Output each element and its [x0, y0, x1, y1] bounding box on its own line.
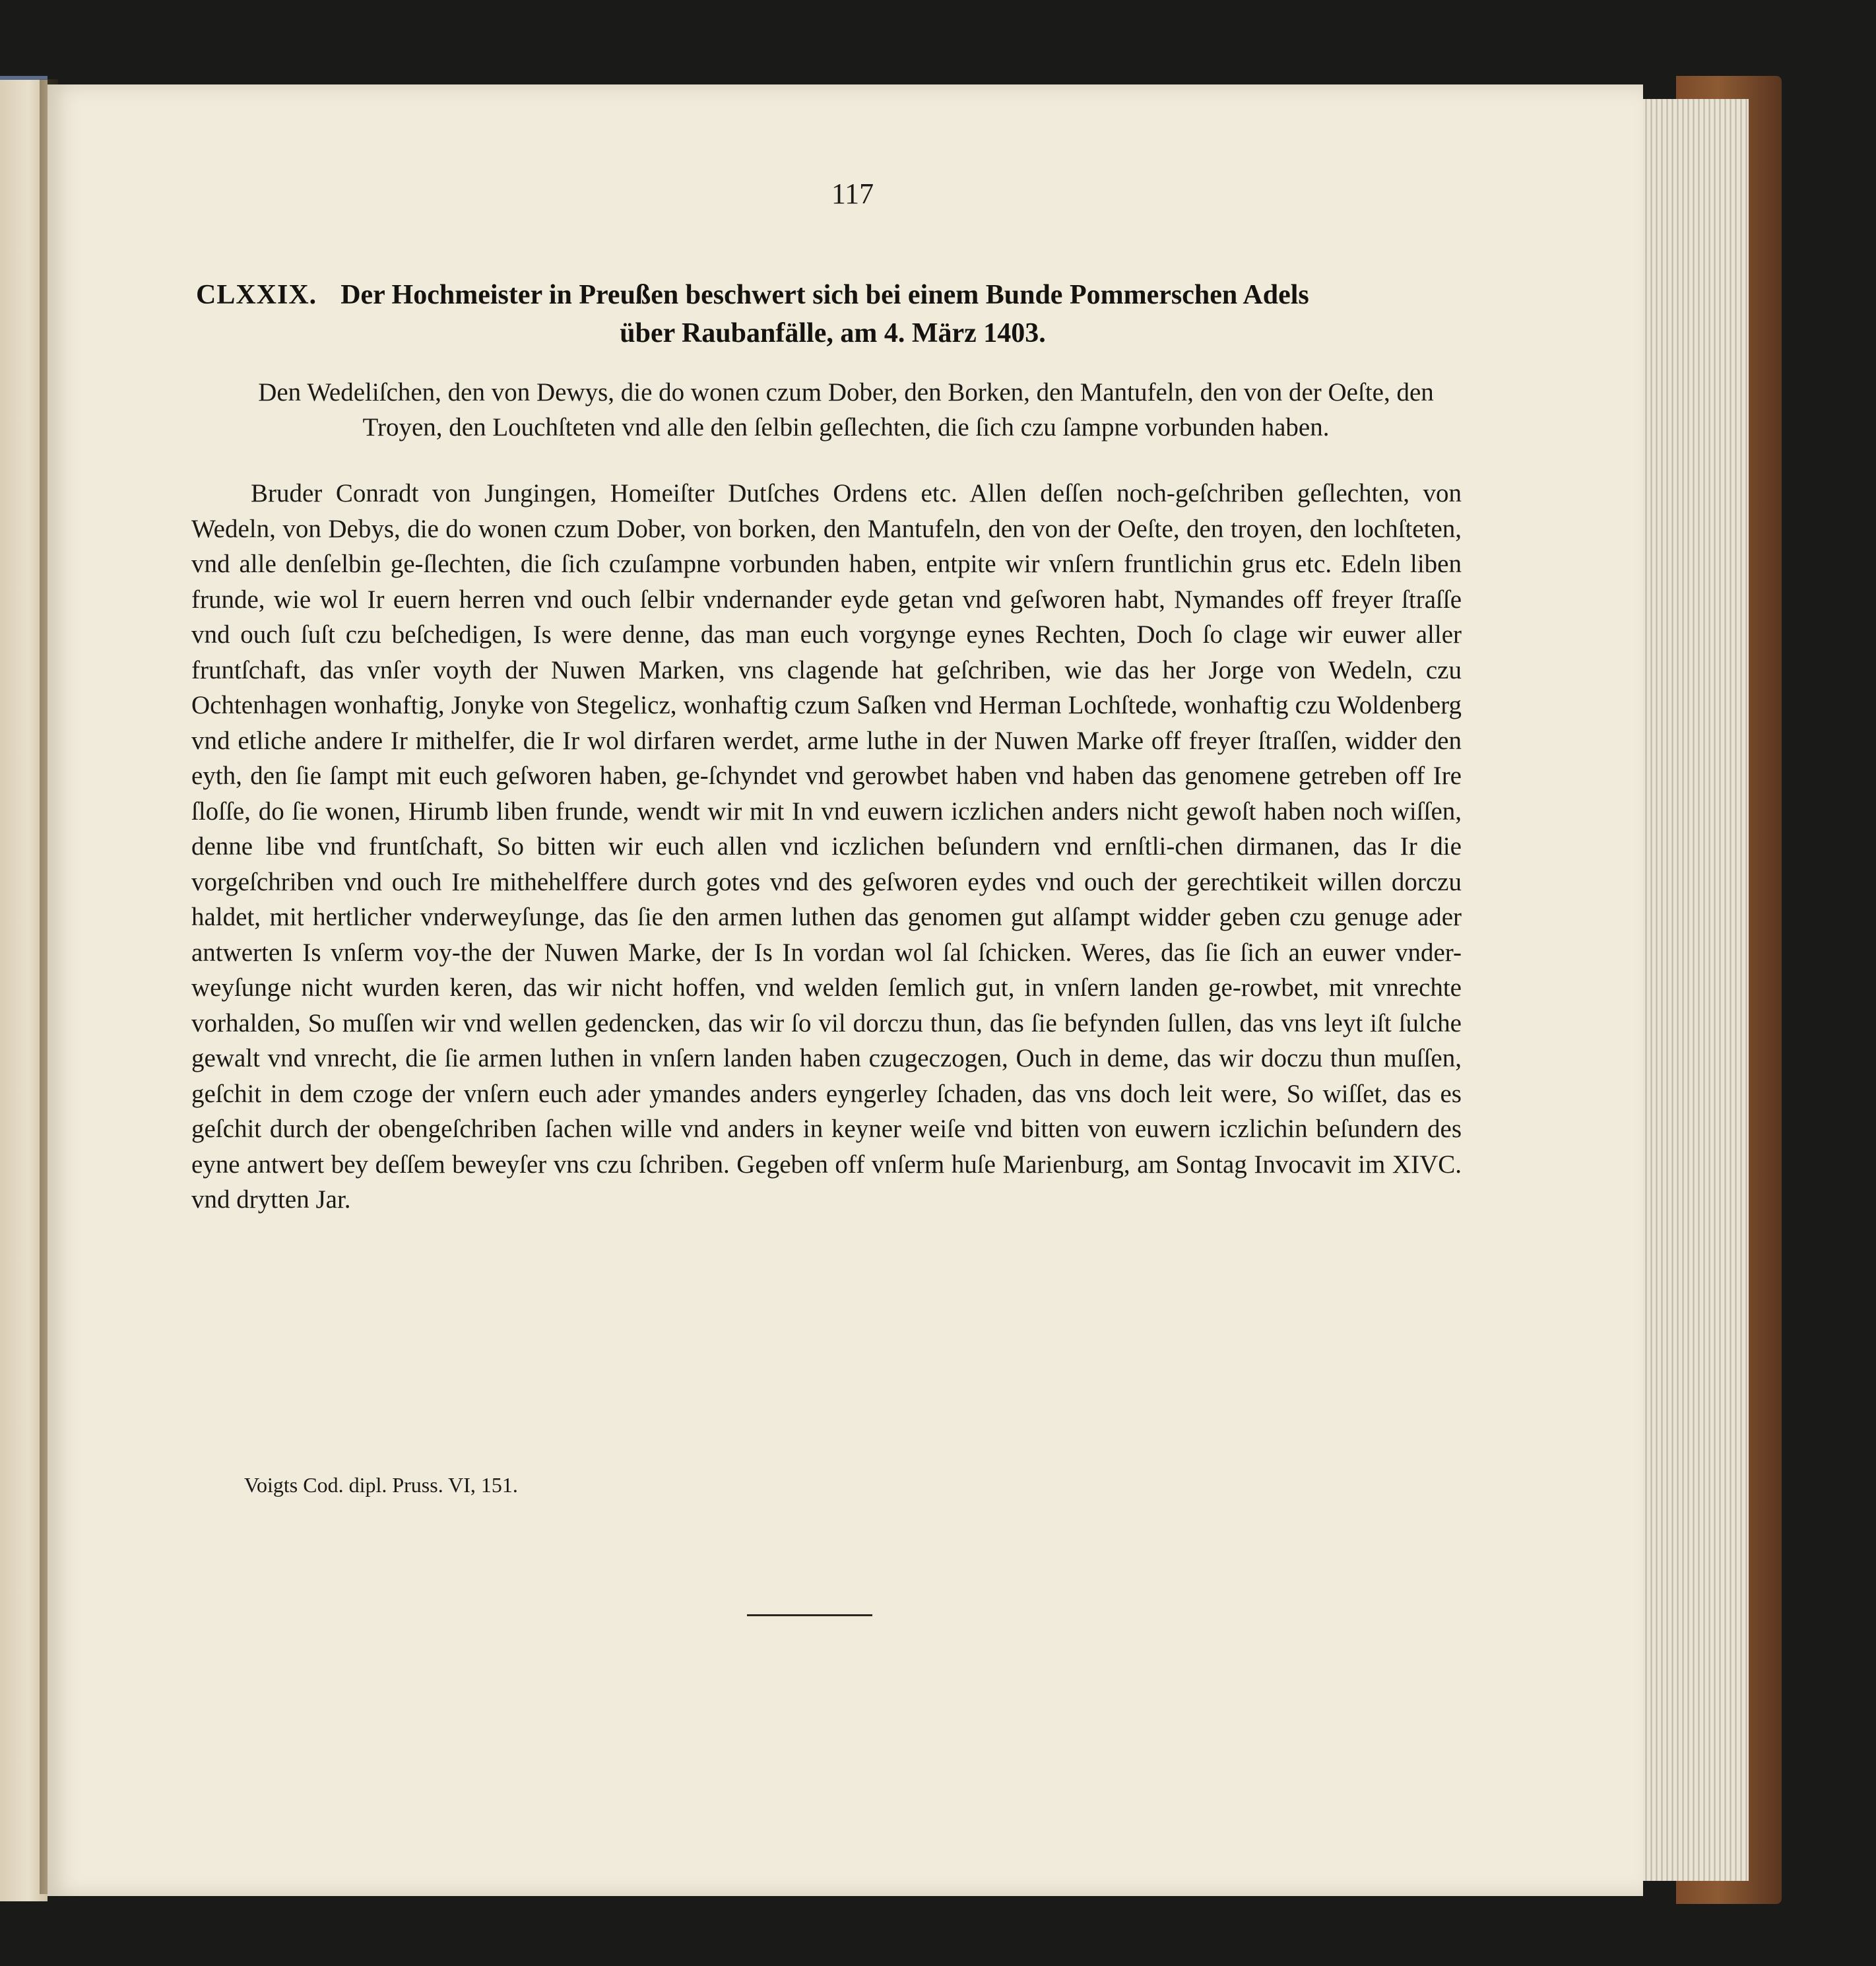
source-citation: Voigts Cod. dipl. Pruss. VI, 151. [244, 1473, 518, 1497]
heading-line-1: Der Hochmeister in Preußen beschwert sich bei einem Bunde Pommerschen Adels [340, 280, 1309, 310]
book-page [48, 84, 1643, 1896]
address-paragraph: Den Wedeliſchen, den von Dewys, die do wonen czum Dober, den Borken, den Mantufeln, den von der Oeſte, den Troyen, den Louchſteten vnd alle den ſelbin geſlechten, die ſich czu ſampne vorbunden haben. [258, 378, 1434, 442]
end-rule [747, 1614, 872, 1616]
document-heading [196, 276, 1470, 352]
letter-paragraph: Bruder Conradt von Jungingen, Homeiſter Dutſches Ordens etc. Allen deſſen noch-geſchriben geſlechten, von Wedeln, von Debys, die do wonen czum Dober, von borken, den Mantufeln, den von der Oeſte, den troyen, den lochſteten, vnd alle denſelbin ge-ſlechten, die ſich czuſampne vorbunden haben, entpite wir vnſern fruntlichin grus etc. Edeln liben frunde, wie wol Ir euern herren vnd ouch ſelbir vndernander eyde getan vnd geſworen habt, Nymandes off freyer ſtraſſe vnd ouch ſuſt czu beſchedigen, Is were denne, das man euch vorgynge eynes Rechten, Doch ſo clage wir euwer aller fruntſchaft, das vnſer voyth der Nuwen Marken, vns clagende hat geſchriben, wie das her Jorge von Wedeln, czu Ochtenhagen wonhaftig, Jonyke von Stegelicz, wonhaftig czum Saſken vnd Herman Lochſtede, wonhaftig czu Woldenberg vnd etliche andere Ir mithelfer, die Ir wol dirfaren werdet, arme luthe in der Nuwen Marke off freyer ſtraſſen, widder den eyth, den ſie ſampt mit euch geſworen haben, ge-ſchyndet vnd gerowbet haben vnd haben das genomene getreben off Ire ſloſſe, do ſie wonen, Hirumb liben frunde, wendt wir mit In vnd euwern iczlichen anders nicht gewoſt haben noch wiſſen, denne libe vnd fruntſchaft, So bitten wir euch allen vnd iczlichen beſundern vnd ernſtli-chen dirmanen, das Ir die vorgeſchriben vnd ouch Ire mithehelffere durch gotes vnd des geſworen eydes vnd ouch der gerechtikeit willen dorczu haldet, mit hertlicher vnderweyſunge, das ſie den armen luthen das genomen gut alſampt widder geben czu genuge ader antwerten Is vnſerm voy-the der Nuwen Marke, der Is In vordan wol ſal ſchicken. Weres, das ſie ſich an euwer vnder-weyſunge nicht wurden keren, das wir nicht hoffen, vnd welden ſemlich gut, in vnſern landen ge-rowbet, mit vnrechte vorhalden, So muſſen wir vnd wellen gedencken, das wir ſo vil dorczu thun, das ſie befynden ſullen, das vns leyt iſt ſulche gewalt vnd vnrecht, die ſie armen luthen in vnſern landen haben czugeczogen, Ouch in deme, das wir doczu thun muſſen, geſchit in dem czoge der vnſern euch ader ymandes anders eyngerley ſchaden, das vns doch leit were, So wiſſet, das es geſchit durch der obengeſchriben ſachen wille vnd anders in keyner weiſe vnd bitten von euwern iczlichin beſundern des eyne antwert bey deſſem beweyſer vns czu ſchriben. Gegeben off vnſerm huſe Marienburg, am Sontag Invocavit im XIVC. vnd drytten Jar. [191, 479, 1462, 1214]
letter-body [191, 476, 1462, 1218]
page-number: 117 [831, 178, 874, 210]
heading-line-2: über Raubanfälle, am 4. März 1403. [620, 318, 1046, 348]
document-number: CLXXIX. [196, 280, 317, 310]
page-stack-edge [1636, 99, 1749, 1881]
